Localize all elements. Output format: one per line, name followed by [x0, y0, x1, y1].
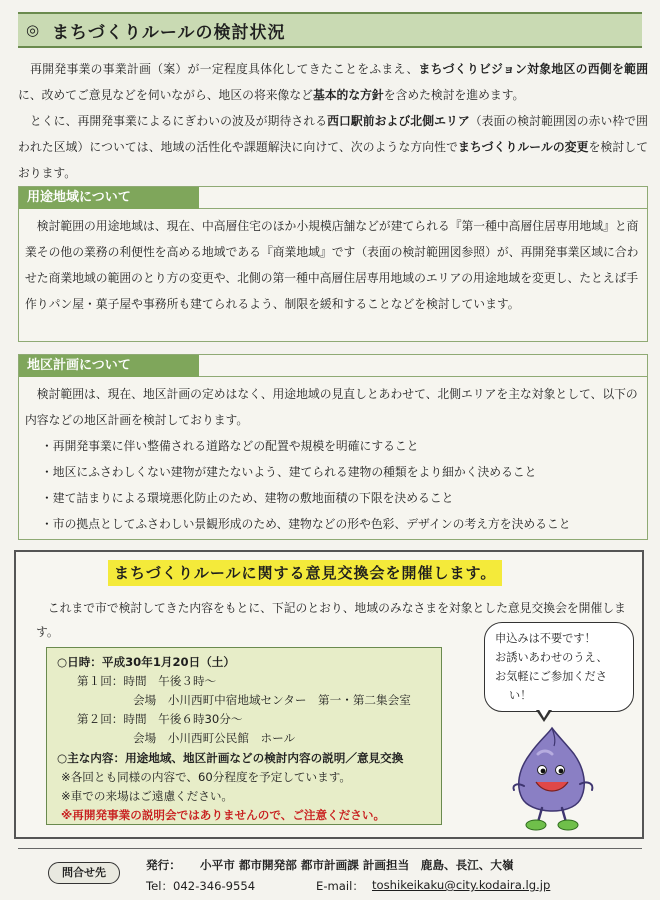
session-1-venue: 会場 小川西町中宿地域センター 第一・第二集会室 — [133, 693, 411, 707]
email-link[interactable]: toshikeikaku@city.kodaira.lg.jp — [372, 878, 551, 892]
bubble-line: お気軽にご参加くださ — [495, 670, 607, 683]
contact-tel: Tel：042-346-9554 — [146, 879, 256, 893]
event-details — [46, 647, 442, 825]
issuer: 小平市 都市開発部 都市計画課 計画担当 鹿島、長江、大嶺 — [200, 858, 514, 872]
double-circle-icon: ◎ — [26, 21, 40, 39]
intro-paragraph-2 — [18, 108, 648, 186]
bullet-item: ・市の拠点としてふさわしい景観形成のため、建物などの形や色彩、デザインの考え方を決めること — [41, 517, 571, 531]
session-2-venue: 会場 小川西町公民館 ホール — [133, 731, 296, 745]
chiku-text: 検討範囲は、現在、地区計画の定めはなく、用途地域の見直しとあわせて、北側エリアを主な対象として、以下の内容などの地区計画を検討しております。 — [25, 387, 638, 427]
intro-p1-run: 基本的な方針 — [312, 88, 384, 102]
event-warning: ※再開発事業の説明会ではありませんので、ご注意ください。 — [61, 808, 386, 822]
bullet-item: ・地区にふさわしくない建物が建たないよう、建てられる建物の種類をより細かく決めること — [41, 465, 537, 479]
event-note-1: ※各回とも同様の内容で、60分程度を予定しています。 — [61, 770, 351, 784]
chiku-section — [18, 354, 648, 540]
intro-p1-run: を含めた検討を進めます。 — [383, 88, 525, 102]
intro-p2-run: を検討しております。 — [18, 140, 648, 180]
event-section — [14, 550, 644, 839]
chiku-heading: 地区計画について — [19, 355, 199, 377]
intro-p2-run: まちづくりルールの変更 — [457, 140, 589, 154]
intro-p2-run: 西口駅前および北側エリア — [327, 114, 470, 128]
event-note-2: ※車での来場はご遠慮ください。 — [61, 789, 234, 803]
mascot-icon — [508, 724, 598, 836]
issuer-prefix: 発行： — [146, 858, 181, 872]
intro-paragraph-1 — [18, 56, 648, 108]
intro-p2-run: （表面の検討範囲図の赤い枠で囲われた区域）については、地域の活性化や課題解決に向けて、次のような方向性で — [18, 114, 648, 154]
bubble-line: 申込みは不要です！ — [495, 632, 596, 645]
youto-section — [18, 186, 648, 342]
intro-p1-run: に、改めてご意見などを伺いながら、地区の将来像など — [18, 88, 313, 102]
youto-heading: 用途地域について — [19, 187, 199, 209]
contact-label: 問合せ先 — [48, 862, 120, 884]
bubble-line: お誘いあわせのうえ、 — [495, 651, 608, 664]
email-label: E-mail： — [316, 879, 364, 893]
bubble-tail-inner — [538, 708, 550, 718]
page-title — [18, 12, 642, 48]
youto-body: 検討範囲の用途地域は、現在、中高層住宅のほか小規模店舗などが建てられる『第一種中高層住居専用地域』と商業その他の業務の利便性を高める地域である『商業地域』です（表面の検討範囲図参照）が、再開発事業区域に合わせた商業地域の範囲のとり方の変更や、北側の第一種中高層住居専用地域のエリアの用途地域を変更し、たとえば手作りパン屋・菓子屋や事務所も建てられるよう、制限を緩和することなどを検討しています。 — [25, 219, 639, 311]
event-date: ○日時：平成30年1月20日（土） — [57, 655, 235, 669]
session-2-time: 第２回：時間 午後６時30分～ — [77, 712, 243, 726]
event-intro: これまで市で検討してきた内容をもとに、下記のとおり、地域のみなさまを対象とした意見交換会を開催します。 — [36, 601, 626, 639]
chiku-body — [25, 381, 641, 537]
event-title: まちづくりルールに関する意見交換会を開催します。 — [108, 560, 502, 586]
footer-divider — [18, 848, 642, 849]
bullet-item: ・建て詰まりによる環境悪化防止のため、建物の敷地面積の下限を決めること — [41, 491, 454, 505]
intro-p1-run: 再開発事業の事業計画（案）が一定程度具体化してきたことをふまえ、 — [18, 62, 419, 76]
session-1-time: 第１回：時間 午後３時～ — [77, 674, 217, 688]
speech-bubble — [484, 622, 634, 712]
intro-p1-run: まちづくりビジョン対象地区の西側を範囲 — [418, 62, 648, 76]
event-content: ○主な内容：用途地域、地区計画などの検討内容の説明／意見交換 — [57, 751, 404, 765]
intro-p2-run: とくに、再開発事業によるにぎわいの波及が期待される — [18, 114, 328, 128]
page-title-text: まちづくりルールの検討状況 — [52, 22, 286, 43]
bubble-line: い！ — [509, 689, 532, 702]
bullet-item: ・再開発事業に伴い整備される道路などの配置や規模を明確にすること — [41, 439, 419, 453]
